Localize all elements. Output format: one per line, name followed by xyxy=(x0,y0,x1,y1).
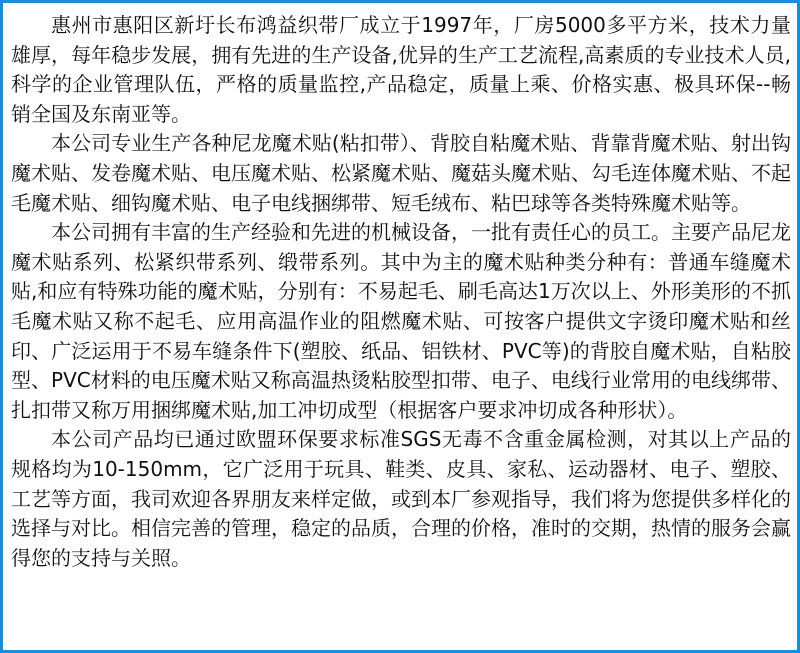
paragraph-product-range: 本公司专业生产各种尼龙魔术贴(粘扣带）、背胶自粘魔术贴、背靠背魔术贴、射出钩魔术贴、发卷魔术贴、电压魔术贴、松紧魔术贴、魔菇头魔术贴、勾毛连体魔术贴、不起毛魔术贴、细钩魔术贴、电子电线捆绑带、短毛绒布、粘巴球等各类特殊魔术贴等。 xyxy=(11,131,791,215)
company-description xyxy=(11,11,791,573)
paragraph-company-intro: 惠州市惠阳区新圩长布鸿益织带厂成立于1997年，厂房5000多平方米，技术力量雄厚，每年稳步发展，拥有先进的生产设备,优异的生产工艺流程,高素质的专业技术人员,科学的企业管理队伍，严格的质量监控,产品稳定，质量上乘、价格实惠、极具环保--畅销全国及东南亚等。 xyxy=(11,13,791,126)
paragraph-product-series: 本公司拥有丰富的生产经验和先进的机械设备，一批有责任心的员工。主要产品尼龙魔术贴系列、松紧织带系列、缎带系列。其中为主的魔术贴种类分种有：普通车缝魔术贴,和应有特殊功能的魔术贴，分别有：不易起毛、刷毛高达1万次以上、外形美形的不抓毛魔术贴又称不起毛、应用高温作业的阻燃魔术贴、可按客户提供文字烫印魔术贴和丝印、广泛运用于不易车缝条件下(塑胶、纸品、铝铁材、PVC等)的背胶自魔术贴，自粘胶型、PVC材料的电压魔术贴又称高温热烫粘胶型扣带、电子、电线行业常用的电线绑带、扎扣带又称万用捆绑魔术贴,加工冲切成型（根据客户要求冲切成各种形状）。 xyxy=(11,220,791,422)
paragraph-certification: 本公司产品均已通过欧盟环保要求标准SGS无毒不含重金属检测，对其以上产品的规格均为10-150mm，它广泛用于玩具、鞋类、皮具、家私、运动器材、电子、塑胶、工艺等方面，我司欢迎各界朋友来样定做，或到本厂参观指导，我们将为您提供多样化的选择与对比。相信完善的管理，稳定的品质，合理的价格，准时的交期，热情的服务会赢得您的支持与关照。 xyxy=(11,427,791,570)
